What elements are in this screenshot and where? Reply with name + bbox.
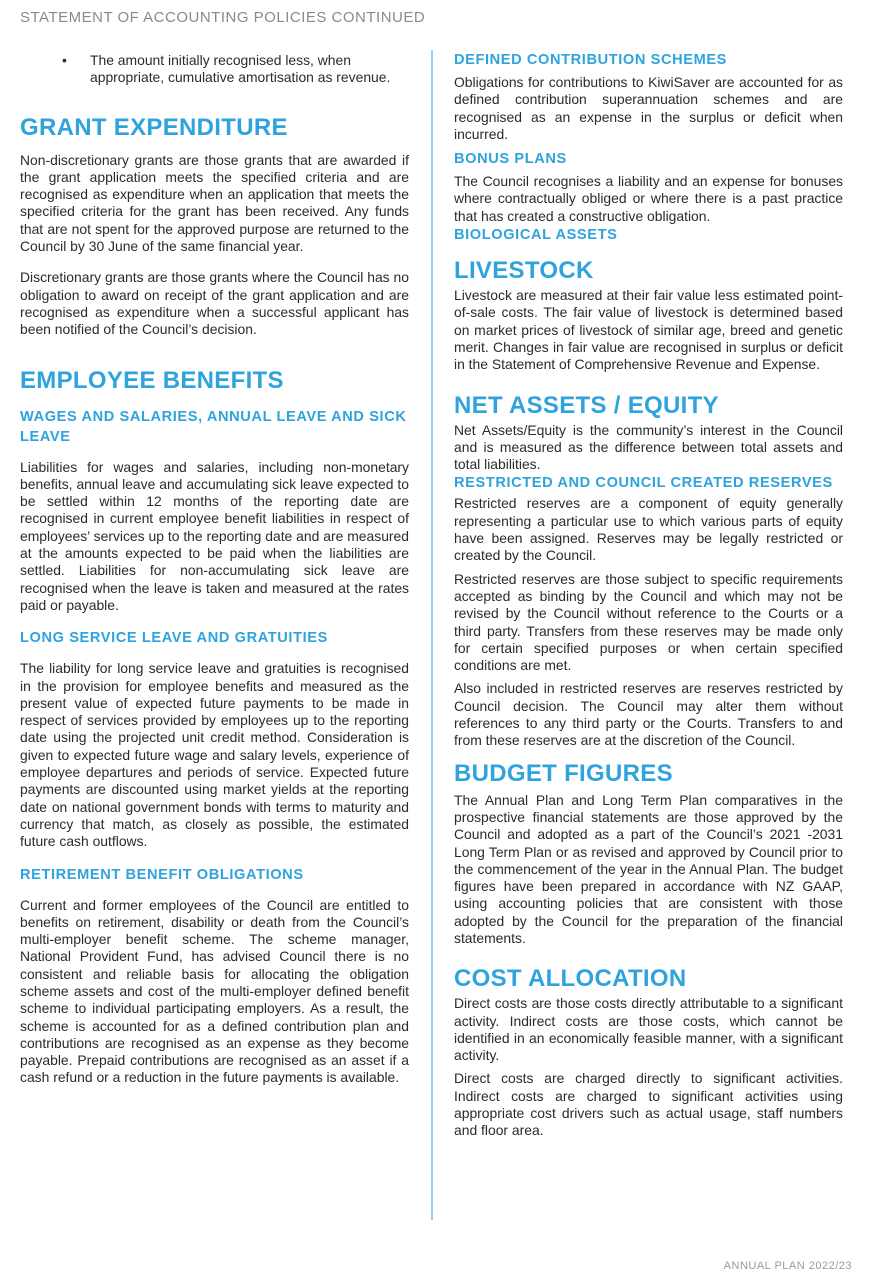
- reserves-paragraph-2: Restricted reserves are those subject to specific requirements accepted as binding by the Council and which may not be revised by the Council without reference to the Courts or a third party. Transfers from these reserves may be made only for certain specified purposes or when certain specified conditions are met.: [454, 570, 843, 674]
- left-column: [20, 50, 409, 1087]
- grant-expenditure-heading: GRANT EXPENDITURE: [20, 113, 288, 141]
- bullet-item: [20, 52, 409, 87]
- long-service-heading: LONG SERVICE LEAVE AND GRATUITIES: [20, 630, 328, 647]
- right-column: [454, 50, 843, 1140]
- running-footer: ANNUAL PLAN 2022/23: [723, 1260, 852, 1272]
- net-assets-heading: NET ASSETS / EQUITY: [454, 391, 719, 419]
- running-header: STATEMENT OF ACCOUNTING POLICIES CONTINUED: [20, 9, 426, 26]
- bonus-plans-paragraph: The Council recognises a liability and an expense for bonuses where contractually obliged or where there is a past practice that has created a constructive obligation.: [454, 173, 843, 224]
- livestock-paragraph: Livestock are measured at their fair value less estimated point-of-sale costs. The fair value of livestock is determined based on market prices of livestock of similar age, breed and genetic merit. Changes in fair value are recognised in surplus or deficit in the Statement of Comprehensive Revenue and Expense.: [454, 287, 843, 373]
- column-divider: [431, 50, 433, 1220]
- defined-contribution-heading: DEFINED CONTRIBUTION SCHEMES: [454, 52, 728, 68]
- cost-allocation-heading: COST ALLOCATION: [454, 965, 687, 993]
- grant-paragraph-2: Discretionary grants are those grants where the Council has no obligation to award on receipt of the grant application and are recognised as expenditure when a successful applicant has been notified of the Council’s decision.: [20, 269, 409, 338]
- retirement-heading: RETIREMENT BENEFIT OBLIGATIONS: [20, 866, 304, 883]
- budget-figures-heading: BUDGET FIGURES: [454, 759, 673, 787]
- biological-assets-heading: BIOLOGICAL ASSETS: [454, 227, 618, 244]
- net-assets-paragraph: Net Assets/Equity is the community’s interest in the Council and is measured as the difference between total assets and total liabilities.: [454, 421, 843, 473]
- bullet-text: The amount initially recognised less, when appropriate, cumulative amortisation as revenue.: [90, 52, 391, 86]
- cost-allocation-paragraph-1: Direct costs are those costs directly attributable to a significant activity. Indirect costs are those costs, which cannot be identified in an economically feasible manner, with a significant activity.: [454, 995, 843, 1064]
- reserves-heading: RESTRICTED AND COUNCIL CREATED RESERVES: [454, 475, 833, 492]
- grant-paragraph-1: Non-discretionary grants are those grants that are awarded if the grant application meets the specified criteria and are recognised as expenditure when an application that meets the specified criteria for the grant has been received. Any funds that are not spent for the approved purpose are returned to the Council by 30 June of the same financial year.: [20, 151, 409, 255]
- employee-benefits-heading: EMPLOYEE BENEFITS: [20, 366, 284, 394]
- livestock-heading: LIVESTOCK: [454, 257, 594, 285]
- reserves-paragraph-1: Restricted reserves are a component of equity generally representing a particular use to which various parts of equity have been assigned. Reserves may be legally restricted or created by the Council.: [454, 495, 843, 564]
- wages-heading: WAGES AND SALARIES, ANNUAL LEAVE AND SICK LEAVE: [20, 408, 407, 445]
- retirement-paragraph: Current and former employees of the Council are entitled to benefits on retirement, disability or death from the Council’s multi-employer benefit scheme. The scheme manager, National Provident Fund, has advised Council there is no consistent and reliable basis for allocating the obligation scheme assets and cost of the multi-employer defined benefit scheme to individual participating employers. As a result, the scheme is accounted for as a defined contribution plan and contributions are recognised as an expense as they become payable. Prepaid contributions are recognised as an asset if a cash refund or a reduction in the future payments is available.: [20, 896, 409, 1086]
- bonus-plans-heading: BONUS PLANS: [454, 151, 567, 168]
- budget-figures-paragraph: The Annual Plan and Long Term Plan comparatives in the prospective financial statements are those approved by the Council and adopted as a part of the Council’s 2021 -2031 Long Term Plan or as revised and approved by Council prior to the commencement of the year in the Annual Plan. The budget figures have been prepared in accordance with NZ GAAP, using accounting policies that are consistent with those adopted by the Council for the preparation of the financial statements.: [454, 791, 843, 946]
- wages-paragraph: Liabilities for wages and salaries, including non-monetary benefits, annual leave and accumulating sick leave expected to be settled within 12 months of the reporting date are recognised in current employee benefit liabilities in respect of employees’ services up to the reporting date and are measured at the amounts expected to be paid when the liabilities are settled. Liabilities for non-accumulating sick leave are recognised when the leave is taken and measured at the rates paid or payable.: [20, 458, 409, 613]
- long-service-paragraph: The liability for long service leave and gratuities is recognised in the provision for employee benefits and measured as the present value of expected future payments to be made in respect of services provided by employees up to the reporting date using the projected unit credit method. Consideration is given to expected future wage and salary levels, experience of employee departures and periods of service. Expected future payments are discounted using market yields at the reporting date on national government bonds with terms to maturity and currency that match, as closely as possible, the estimated future cash outflows.: [20, 660, 409, 850]
- reserves-paragraph-3: Also included in restricted reserves are reserves restricted by Council decision. The Council may alter them without references to any third party or the Courts. Transfers to and from these reserves are at the discretion of the Council.: [454, 680, 843, 749]
- defined-contribution-paragraph: Obligations for contributions to KiwiSaver are accounted for as defined contribution superannuation schemes and are recognised as an expense in the surplus or deficit when incurred.: [454, 74, 843, 142]
- bullet-dot-icon: •: [62, 52, 67, 68]
- cost-allocation-paragraph-2: Direct costs are charged directly to significant activities. Indirect costs are charged to significant activities using appropriate cost drivers such as actual usage, staff numbers and floor area.: [454, 1070, 843, 1139]
